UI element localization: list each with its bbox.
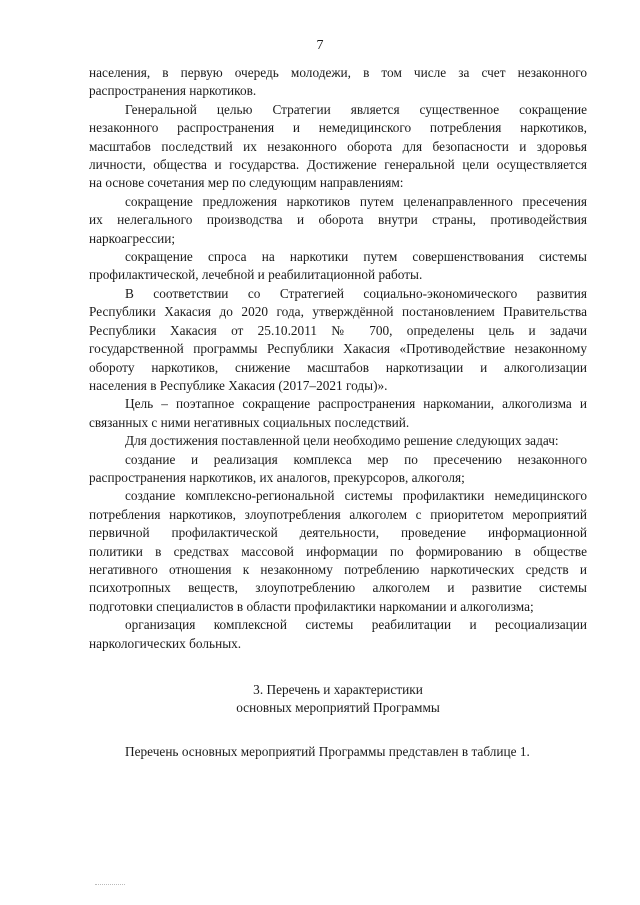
paragraph-line: распространения наркотиков. xyxy=(89,83,257,99)
paragraph xyxy=(89,248,587,285)
paragraph-line: личности, общества и государства. Достижение генеральной цели осуществляется xyxy=(89,157,587,173)
paragraph-line: Республики Хакасия от 25.10.2011 № 700, определены цель и задачи xyxy=(89,322,587,338)
paragraph-line: наркологических больных. xyxy=(89,635,242,651)
paragraph-list xyxy=(89,64,587,653)
paragraph-line: создание комплексно-региональной системы профилактики немедицинского xyxy=(125,488,587,504)
paragraph xyxy=(89,395,587,432)
paragraph-line: психотропных веществ, злоупотреблению алкоголем и развитие системы xyxy=(89,580,587,596)
paragraph-line: связанных с ними негативных социальных последствий. xyxy=(89,414,410,430)
section-heading-line-1: 3. Перечень и характеристики xyxy=(253,682,423,697)
paragraph-line: подготовки специалистов в области профилактики наркомании и алкоголизма; xyxy=(89,598,534,614)
paragraph-line: сокращение спроса на наркотики путем совершенствования системы xyxy=(125,249,587,265)
paragraph-line: на основе сочетания мер по следующим направлениям: xyxy=(89,175,404,191)
section-heading xyxy=(89,681,587,718)
paragraph-line: масштабов последствий их незаконного оборота для безопасности и здоровья xyxy=(89,138,587,154)
table-reference-note: Перечень основных мероприятий Программы представлен в таблице 1. xyxy=(125,743,530,759)
paragraph-line: населения, в первую очередь молодежи, в том числе за счет незаконного xyxy=(89,65,587,80)
paragraph xyxy=(89,451,587,488)
paragraph-line: наркоагрессии; xyxy=(89,230,176,246)
paragraph-line: первичной профилактической деятельности, проведение информационной xyxy=(89,525,587,541)
paragraph-line: обороту наркотиков, снижение масштабов наркотизации и алкоголизации xyxy=(89,359,587,375)
paragraph-line: организация комплексной системы реабилитации и ресоциализации xyxy=(125,617,587,633)
paragraph-line: политики в средствах массовой информации по формированию в обществе xyxy=(89,543,587,559)
paragraph xyxy=(89,193,587,248)
body-text xyxy=(89,64,587,761)
paragraph xyxy=(89,64,587,101)
paragraph-line: потребления наркотиков, злоупотребления алкоголем с приоритетом мероприятий xyxy=(89,506,587,522)
paragraph-line: Генеральной целью Стратегии является существенное сокращение xyxy=(125,101,587,117)
paragraph-line: сокращение предложения наркотиков путем целенаправленного пресечения xyxy=(125,193,587,209)
paragraph-line: государственной программы Республики Хакасия «Противодействие незаконному xyxy=(89,341,587,357)
faint-mark xyxy=(95,884,125,891)
paragraph-line: Для достижения поставленной цели необходимо решение следующих задач: xyxy=(125,433,559,449)
paragraph xyxy=(89,616,587,653)
paragraph-line: незаконного распространения и немедицинского потребления наркотиков, xyxy=(89,120,587,136)
section-heading-line-2: основных мероприятий Программы xyxy=(236,700,440,716)
paragraph xyxy=(89,432,587,450)
paragraph-line: профилактической, лечебной и реабилитационной работы. xyxy=(89,267,423,283)
paragraph xyxy=(89,487,587,616)
paragraph-line: негативного отношения к незаконному потреблению наркотических средств и xyxy=(89,561,587,577)
paragraph-line: создание и реализация комплекса мер по пресечению незаконного xyxy=(125,451,587,467)
paragraph xyxy=(89,285,587,395)
paragraph-line: населения в Республике Хакасия (2017–2021 годы)». xyxy=(89,377,388,393)
paragraph-line: их нелегального производства и оборота внутри страны, противодействия xyxy=(89,212,587,228)
paragraph-line: Цель – поэтапное сокращение распространения наркомании, алкоголизма и xyxy=(125,396,587,412)
paragraph xyxy=(89,101,587,193)
paragraph-line: Республики Хакасия до 2020 года, утверждённой постановлением Правительства xyxy=(89,304,587,320)
paragraph-line: распространения наркотиков, их аналогов, прекурсоров, алкоголя; xyxy=(89,469,465,485)
paragraph-line: В соответствии со Стратегией социально-экономического развития xyxy=(125,285,587,301)
page-number: 7 xyxy=(316,38,324,53)
